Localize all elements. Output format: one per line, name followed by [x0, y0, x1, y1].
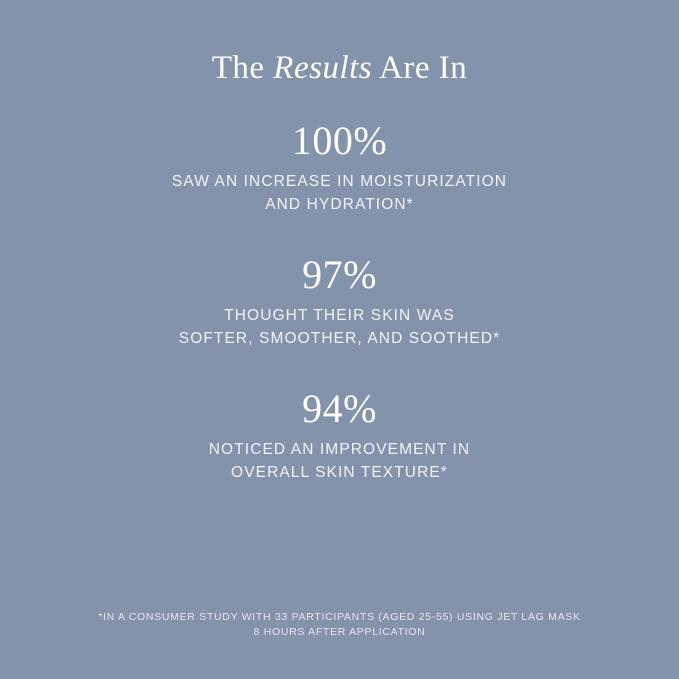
stat-value: 100%: [291, 118, 388, 164]
stat-label-line: SOFTER, SMOOTHER, AND SOOTHED*: [178, 329, 501, 347]
stat-label: [0, 439, 679, 484]
stat-label-line: OVERALL SKIN TEXTURE*: [231, 463, 448, 481]
page-title: [212, 50, 468, 86]
page-title-emphasis: Results: [273, 50, 373, 86]
stat-label-line: NOTICED AN IMPROVEMENT IN: [208, 441, 471, 459]
page-title-before: The: [211, 50, 274, 86]
stat-label-line: SAW AN INCREASE IN MOISTURIZATION: [171, 173, 508, 191]
stat-item: [0, 388, 679, 484]
stat-list: [0, 120, 679, 484]
stat-label: [0, 305, 679, 350]
footnote-line: 8 HOURS AFTER APPLICATION: [253, 626, 426, 639]
stat-label-line: THOUGHT THEIR SKIN WAS: [224, 307, 455, 325]
stat-item: [0, 120, 679, 216]
stat-value: 97%: [302, 252, 377, 298]
stat-label-line: AND HYDRATION*: [265, 195, 414, 213]
page-title-after: Are In: [372, 50, 468, 86]
stat-item: [0, 254, 679, 350]
footnote-line: *IN A CONSUMER STUDY WITH 33 PARTICIPANTS (AGED 25-55) USING JET LAG MASK: [98, 610, 581, 623]
footnote: [0, 610, 679, 642]
stat-value: 94%: [302, 386, 377, 432]
stat-label: [0, 171, 679, 216]
